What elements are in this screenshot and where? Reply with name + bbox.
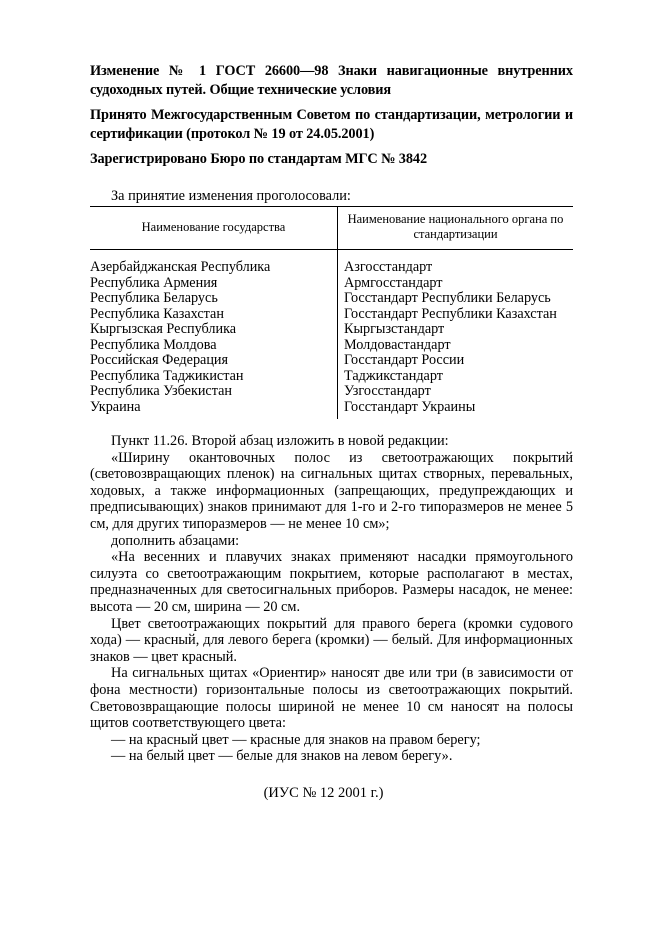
table-row xyxy=(90,250,573,276)
paragraph-red-item: — на красный цвет — красные для знаков на правом берегу; xyxy=(111,731,481,748)
state-name: Украина xyxy=(90,400,338,420)
state-name: Республика Таджикистан xyxy=(90,369,338,385)
document-page xyxy=(90,62,573,802)
table-row xyxy=(90,276,573,292)
state-name: Республика Казахстан xyxy=(90,307,338,323)
state-name: Республика Узбекистан xyxy=(90,384,338,400)
standards-body-name: Узгосстандарт xyxy=(344,383,431,399)
standards-body-name: Госстандарт Украины xyxy=(344,398,476,415)
issue-reference: (ИУС № 12 2001 г.) xyxy=(263,784,384,801)
adopted-statement: Принято Межгосударственным Советом по стандартизации, метрологии и сертификации (протокол № 19 от 24.05.2001) xyxy=(90,107,573,142)
state-name: Кыргызская Республика xyxy=(90,322,338,338)
standards-body-name: Таджикстандарт xyxy=(344,367,443,384)
table-row xyxy=(90,291,573,307)
paragraph-add-instruction: дополнить абзацами: xyxy=(111,532,240,549)
state-name: Республика Беларусь xyxy=(90,291,338,307)
table-row xyxy=(90,338,573,354)
standards-body-name: Армгосстандарт xyxy=(344,274,443,291)
column-header-state: Наименование государства xyxy=(90,207,338,250)
document-header xyxy=(90,62,573,169)
voted-intro: За принятие изменения проголосовали: xyxy=(111,188,351,204)
standards-body-name: Кыргызстандарт xyxy=(344,321,445,337)
column-header-body: Наименование национального органа по стандартизации xyxy=(338,207,574,250)
table-row xyxy=(90,369,573,385)
standards-body-name: Госстандарт России xyxy=(344,352,465,368)
paragraph-stripe-width: «Ширину окантовочных полос из светоотражающих покрытий (световозвращающих пленок) на сигнальных щитах створных, перевальных, ходовых, а также информационных (запрещающих, предупреждающих и предписывающих) знаков принимают для 1-го и 2-го типоразмеров не менее 5 см, для других типоразмеров — не менее 10 см»; xyxy=(90,449,573,532)
table-row xyxy=(90,384,573,400)
state-name: Республика Армения xyxy=(90,276,338,292)
change-text xyxy=(90,433,573,765)
table-row xyxy=(90,400,573,420)
standards-body-name: Азгосстандарт xyxy=(344,259,433,275)
state-name: Азербайджанская Республика xyxy=(90,250,338,276)
paragraph-orientir-stripes: На сигнальных щитах «Ориентир» наносят две или три (в зависимости от фона местности) горизонтальные полосы из светоотражающих покрытий. Световозвращающие полосы шириной не менее 10 см наносят на полосы щитов соответствующего цвета: xyxy=(90,665,573,732)
table-row xyxy=(90,322,573,338)
table-row xyxy=(90,307,573,323)
table-row xyxy=(90,353,573,369)
paragraph-attachments: «На весенних и плавучих знаках применяют насадки прямоугольного силуэта со светоотражающим покрытием, которые располагают в местах, предназначенных для светосигнальных приборов. Размеры насадок, не менее: высота — 20 см, ширина — 20 см. xyxy=(90,549,573,615)
state-name: Республика Молдова xyxy=(90,338,338,354)
table-header-row xyxy=(90,207,573,250)
voting-states-table xyxy=(90,206,573,419)
paragraph-clause-reference: Пункт 11.26. Второй абзац изложить в новой редакции: xyxy=(111,433,449,449)
standards-body-name: Госстандарт Республики Казахстан xyxy=(344,305,557,322)
standards-body-name: Госстандарт Республики Беларусь xyxy=(344,290,551,306)
paragraph-coating-color: Цвет светоотражающих покрытий для правого берега (кромки судового хода) — красный, для левого берега (кромки) — белый. Для информационных знаков — цвет красный. xyxy=(90,615,573,665)
state-name: Российская Федерация xyxy=(90,353,338,369)
registration-statement: Зарегистрировано Бюро по стандартам МГС № 3842 xyxy=(90,151,428,167)
standards-body-name: Молдовастандарт xyxy=(344,336,451,353)
paragraph-white-item: — на белый цвет — белые для знаков на левом берегу». xyxy=(111,748,453,765)
change-title: Изменение № 1 ГОСТ 26600—98 Знаки навигационные внутренних судоходных путей. Общие технические условия xyxy=(90,63,573,98)
